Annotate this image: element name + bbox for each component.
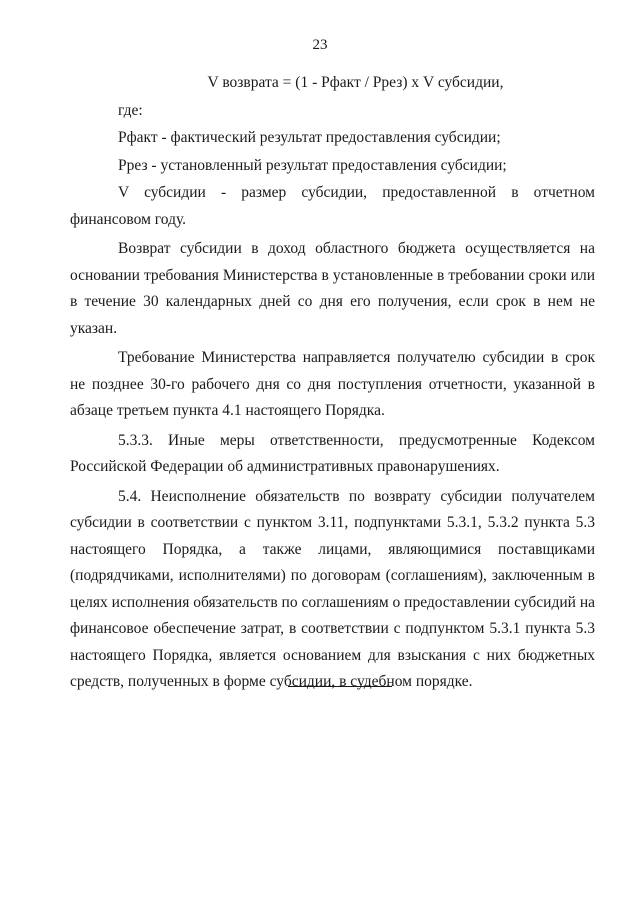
document-body	[70, 70, 595, 696]
paragraph-ministry-requirement: Требование Министерства направляется получателю субсидии в срок не позднее 30-го рабочего дня со дня поступления отчетности, указанной в абзаце третьем пункта 4.1 настоящего Порядка.	[70, 349, 595, 419]
paragraph-subsidy-return: Возврат субсидии в доход областного бюджета осуществляется на основании требования Министерства в установленные в требовании сроки или в течение 30 календарных дней со дня его получения, если срок в нем не указан.	[70, 240, 595, 337]
paragraph-rrez-definition: Ррез - установленный результат предоставления субсидии;	[118, 156, 507, 174]
paragraph-where: где:	[118, 101, 143, 119]
paragraph-rfact-definition: Рфакт - фактический результат предоставления субсидии;	[118, 129, 501, 146]
paragraph-v-subsidy-definition: V субсидии - размер субсидии, предоставленной в отчетном финансовом году.	[70, 184, 595, 228]
paragraph-5-4: 5.4. Неисполнение обязательств по возврату субсидии получателем субсидии в соответствии с пунктом 3.11, подпунктами 5.3.1, 5.3.2 пункта 5.3 настоящего Порядка, а также лицами, являющимися поставщиками (подрядчиками, исполнителями) по договорам (соглашениям), заключенным в целях исполнения обязательств по соглашениям о предоставлении субсидий на финансовое обеспечение затрат, в соответствии с подпунктом 5.3.1 пункта 5.3 настоящего Порядка, является основанием для взыскания с них бюджетных средств, полученных в форме субсидии, в судебном порядке.	[70, 487, 595, 690]
end-separator-line	[288, 686, 392, 687]
page-number: 23	[312, 37, 328, 53]
return-formula: V возврата = (1 - Рфакт / Ррез) х V субсидии,	[207, 74, 504, 91]
paragraph-5-3-3: 5.3.3. Иные меры ответственности, предусмотренные Кодексом Российской Федерации об административных правонарушениях.	[70, 431, 595, 475]
